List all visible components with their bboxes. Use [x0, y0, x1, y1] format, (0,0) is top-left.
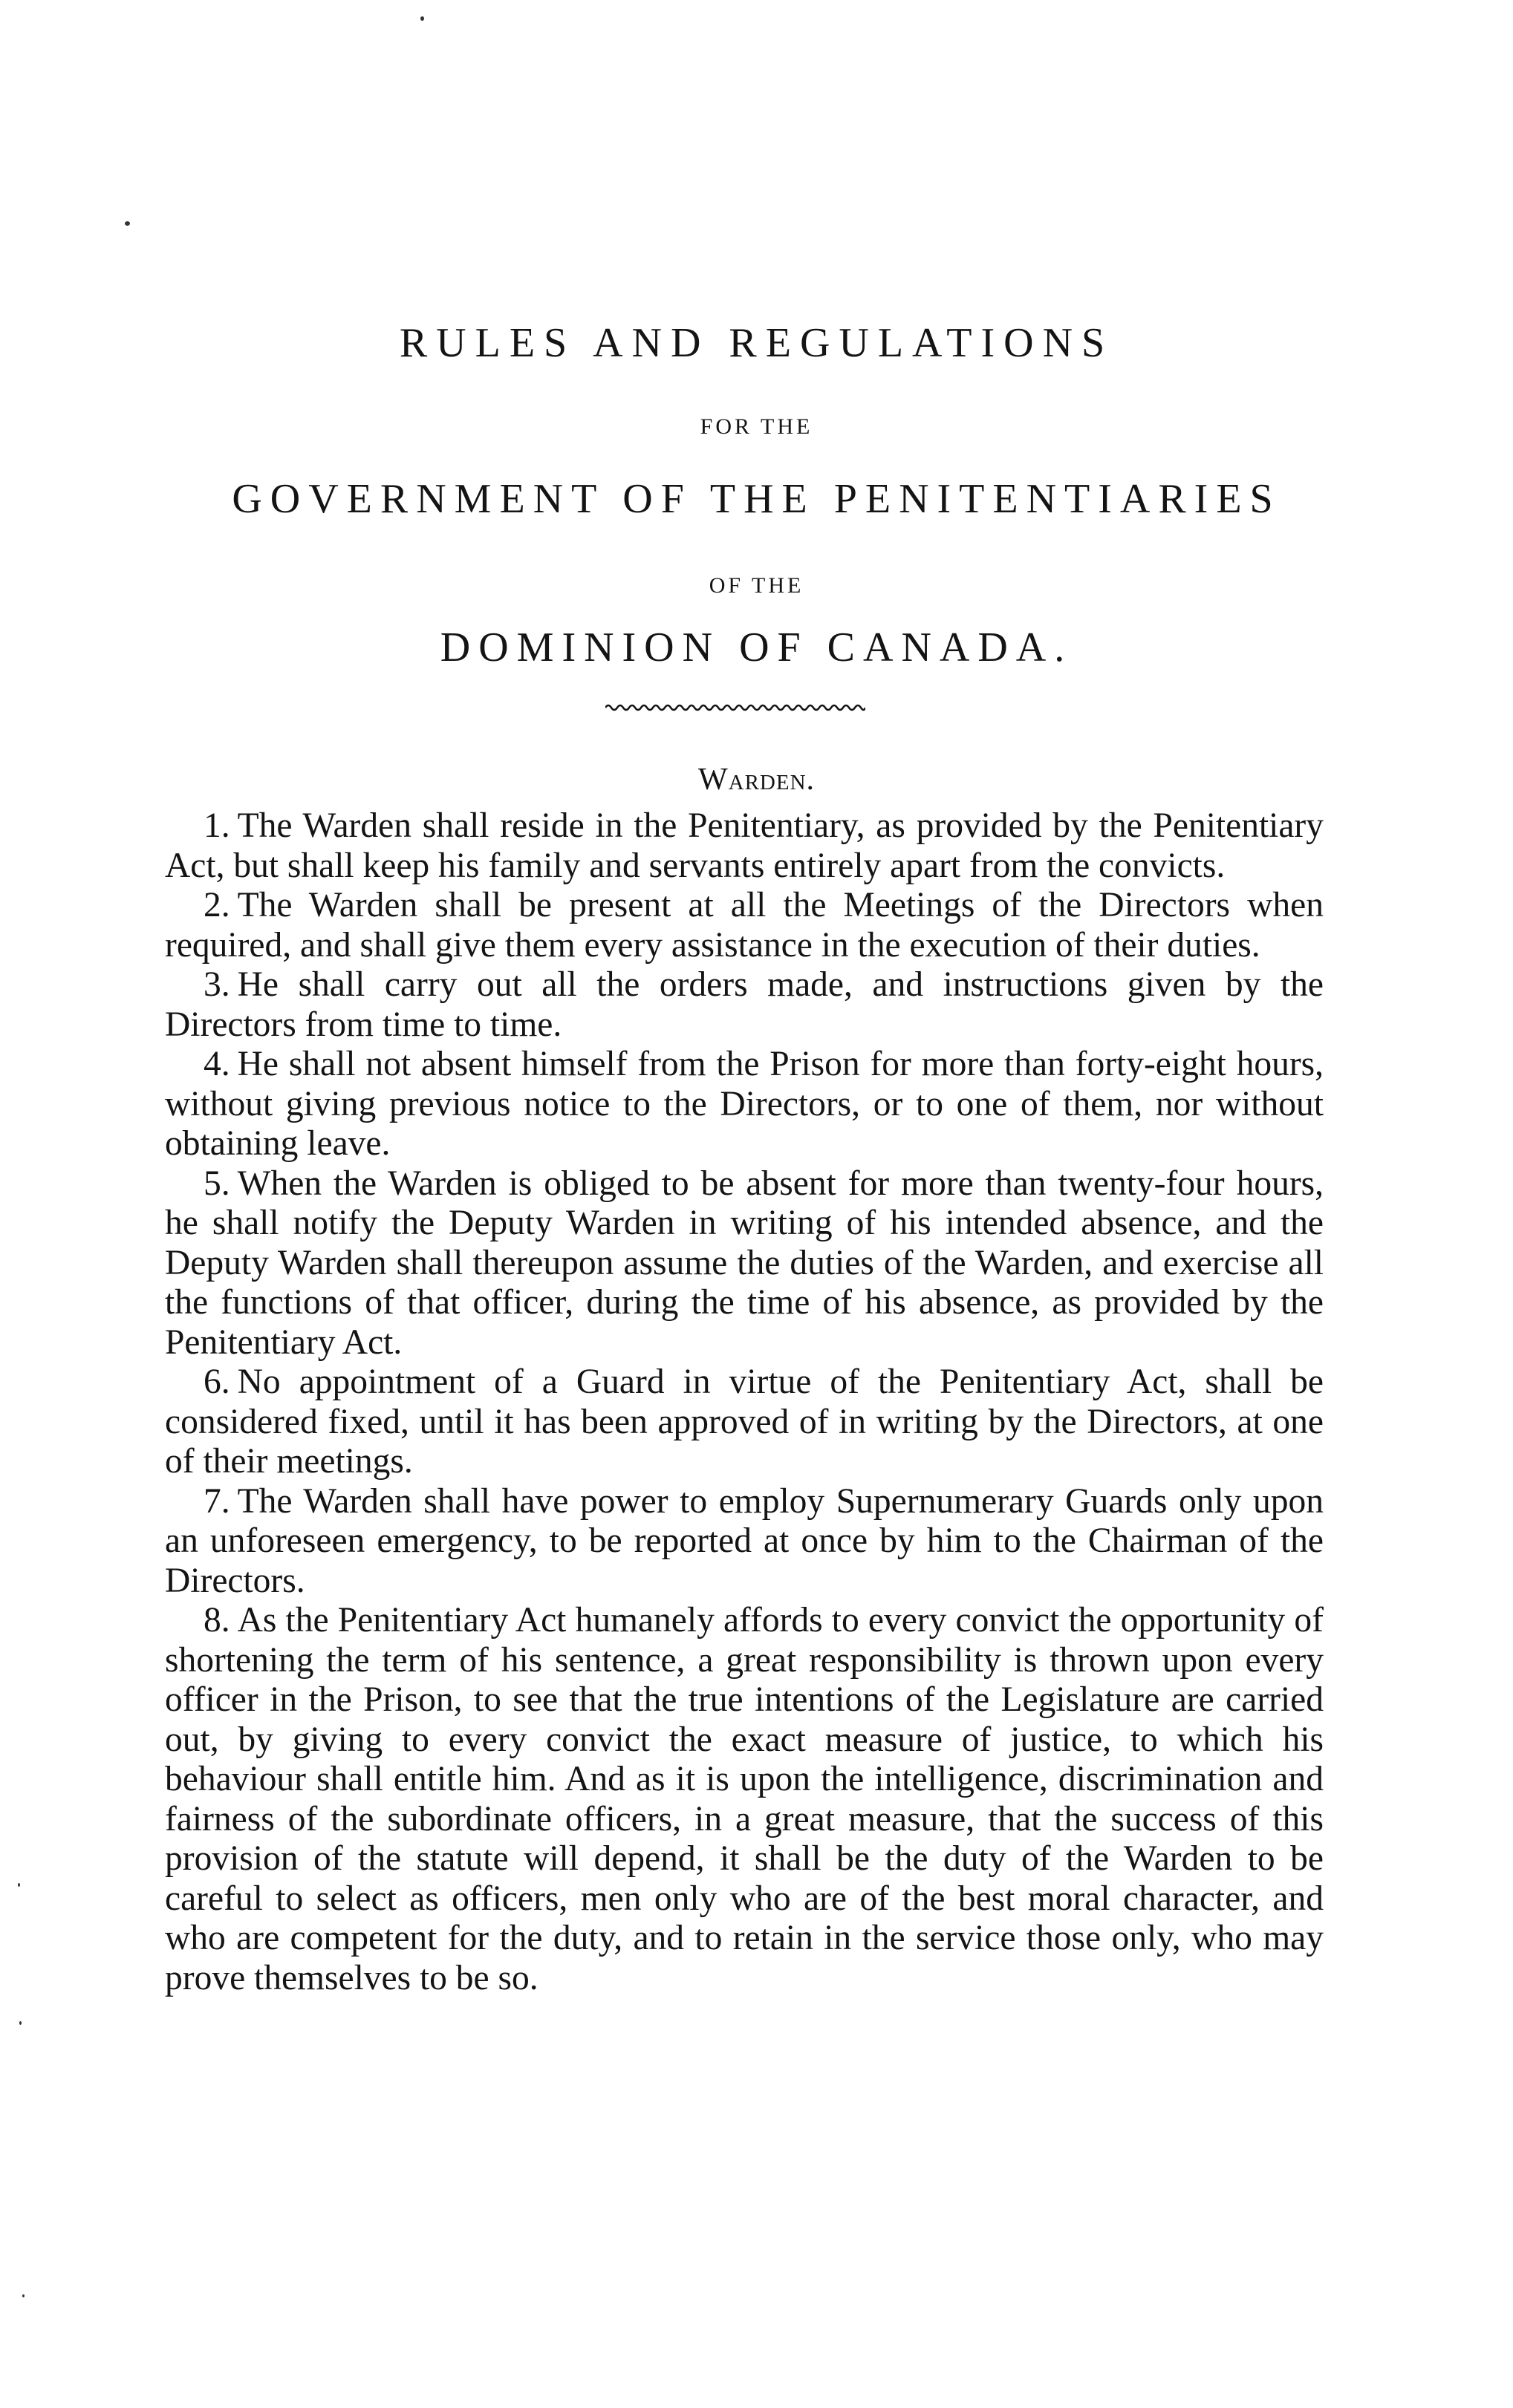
title-rules-and-regulations: RULES AND REGULATIONS	[399, 320, 1114, 366]
paragraph-number: 2.	[204, 886, 230, 924]
paragraph-2	[165, 886, 1324, 965]
paragraph-6	[165, 1363, 1324, 1482]
paragraph-text: As the Penitentiary Act humanely affords to every convict the opportunity of shortening the term of his sentence, a great responsibility is thrown upon every officer in the Prison, to see that the true intentions of the Legislature are carried out, by giving to every convict the exact measure of justice, to which his behaviour shall entitle him. And as it is upon the intelligence, discrimination and fairness of the subordinate officers, in a great measure, that the success of this provision of the statute will depend, it shall be the duty of the Warden to be careful to select as officers, men only who are of the best moral character, and who are competent for the duty, and to retain in the service those only, who may prove themselves to be so.	[165, 1601, 1324, 1997]
paragraph-number: 4.	[204, 1045, 230, 1083]
section-heading-warden: Warden.	[697, 763, 816, 797]
paragraph-text: When the Warden is obliged to be absent for more than twenty-four hours, he shall notify the Deputy Warden in writing of his intended absence, and the Deputy Warden shall thereupon assume the duties of the Warden, and exercise all the functions of that officer, during the time of his absence, as provided by the Penitentiary Act.	[165, 1164, 1324, 1362]
title-for-the: FOR THE	[700, 414, 813, 439]
paragraph-text: He shall not absent himself from the Prison for more than forty-eight hours, without giving previous notice to the Directors, or to one of them, nor without obtaining leave.	[165, 1045, 1324, 1163]
regulations-body	[165, 806, 1324, 1998]
paragraph-8	[165, 1601, 1324, 1998]
print-speck	[22, 2294, 25, 2297]
print-speck	[420, 16, 424, 21]
paragraph-7	[165, 1482, 1324, 1602]
paragraph-number: 8.	[204, 1601, 230, 1639]
title-of-the: OF THE	[709, 573, 804, 598]
paragraph-5	[165, 1164, 1324, 1363]
title-dominion-of-canada: DOMINION OF CANADA.	[440, 624, 1073, 670]
print-speck	[19, 2021, 22, 2025]
print-speck	[18, 1883, 20, 1887]
paragraph-number: 3.	[204, 965, 230, 1004]
paragraph-text: He shall carry out all the orders made, and instructions given by the Directors from time to time.	[165, 965, 1324, 1044]
paragraph-text: The Warden shall reside in the Penitentiary, as provided by the Penitentiary Act, but shall keep his family and servants entirely apart from the convicts.	[165, 806, 1324, 885]
paragraph-text: No appointment of a Guard in virtue of the Penitentiary Act, shall be considered fixed, until it has been approved of in writing by the Directors, at one of their meetings.	[165, 1363, 1324, 1481]
paragraph-number: 1.	[204, 806, 230, 845]
paragraph-3	[165, 965, 1324, 1045]
paragraph-text: The Warden shall be present at all the Meetings of the Directors when required, and shall give them every assistance in the execution of their duties.	[165, 886, 1324, 965]
paragraph-4	[165, 1045, 1324, 1164]
print-speck	[125, 221, 130, 226]
paragraph-1	[165, 806, 1324, 886]
title-government-of-penitentiaries: GOVERNMENT OF THE PENITENTIARIES	[232, 476, 1281, 522]
paragraph-text: The Warden shall have power to employ Supernumerary Guards only upon an unforeseen emergency, to be reported at once by him to the Chairman of the Directors.	[165, 1481, 1324, 1600]
decorative-wavy-rule	[605, 702, 865, 713]
paragraph-number: 5.	[204, 1164, 230, 1203]
paragraph-number: 7.	[204, 1481, 230, 1521]
paragraph-number: 6.	[204, 1363, 230, 1401]
